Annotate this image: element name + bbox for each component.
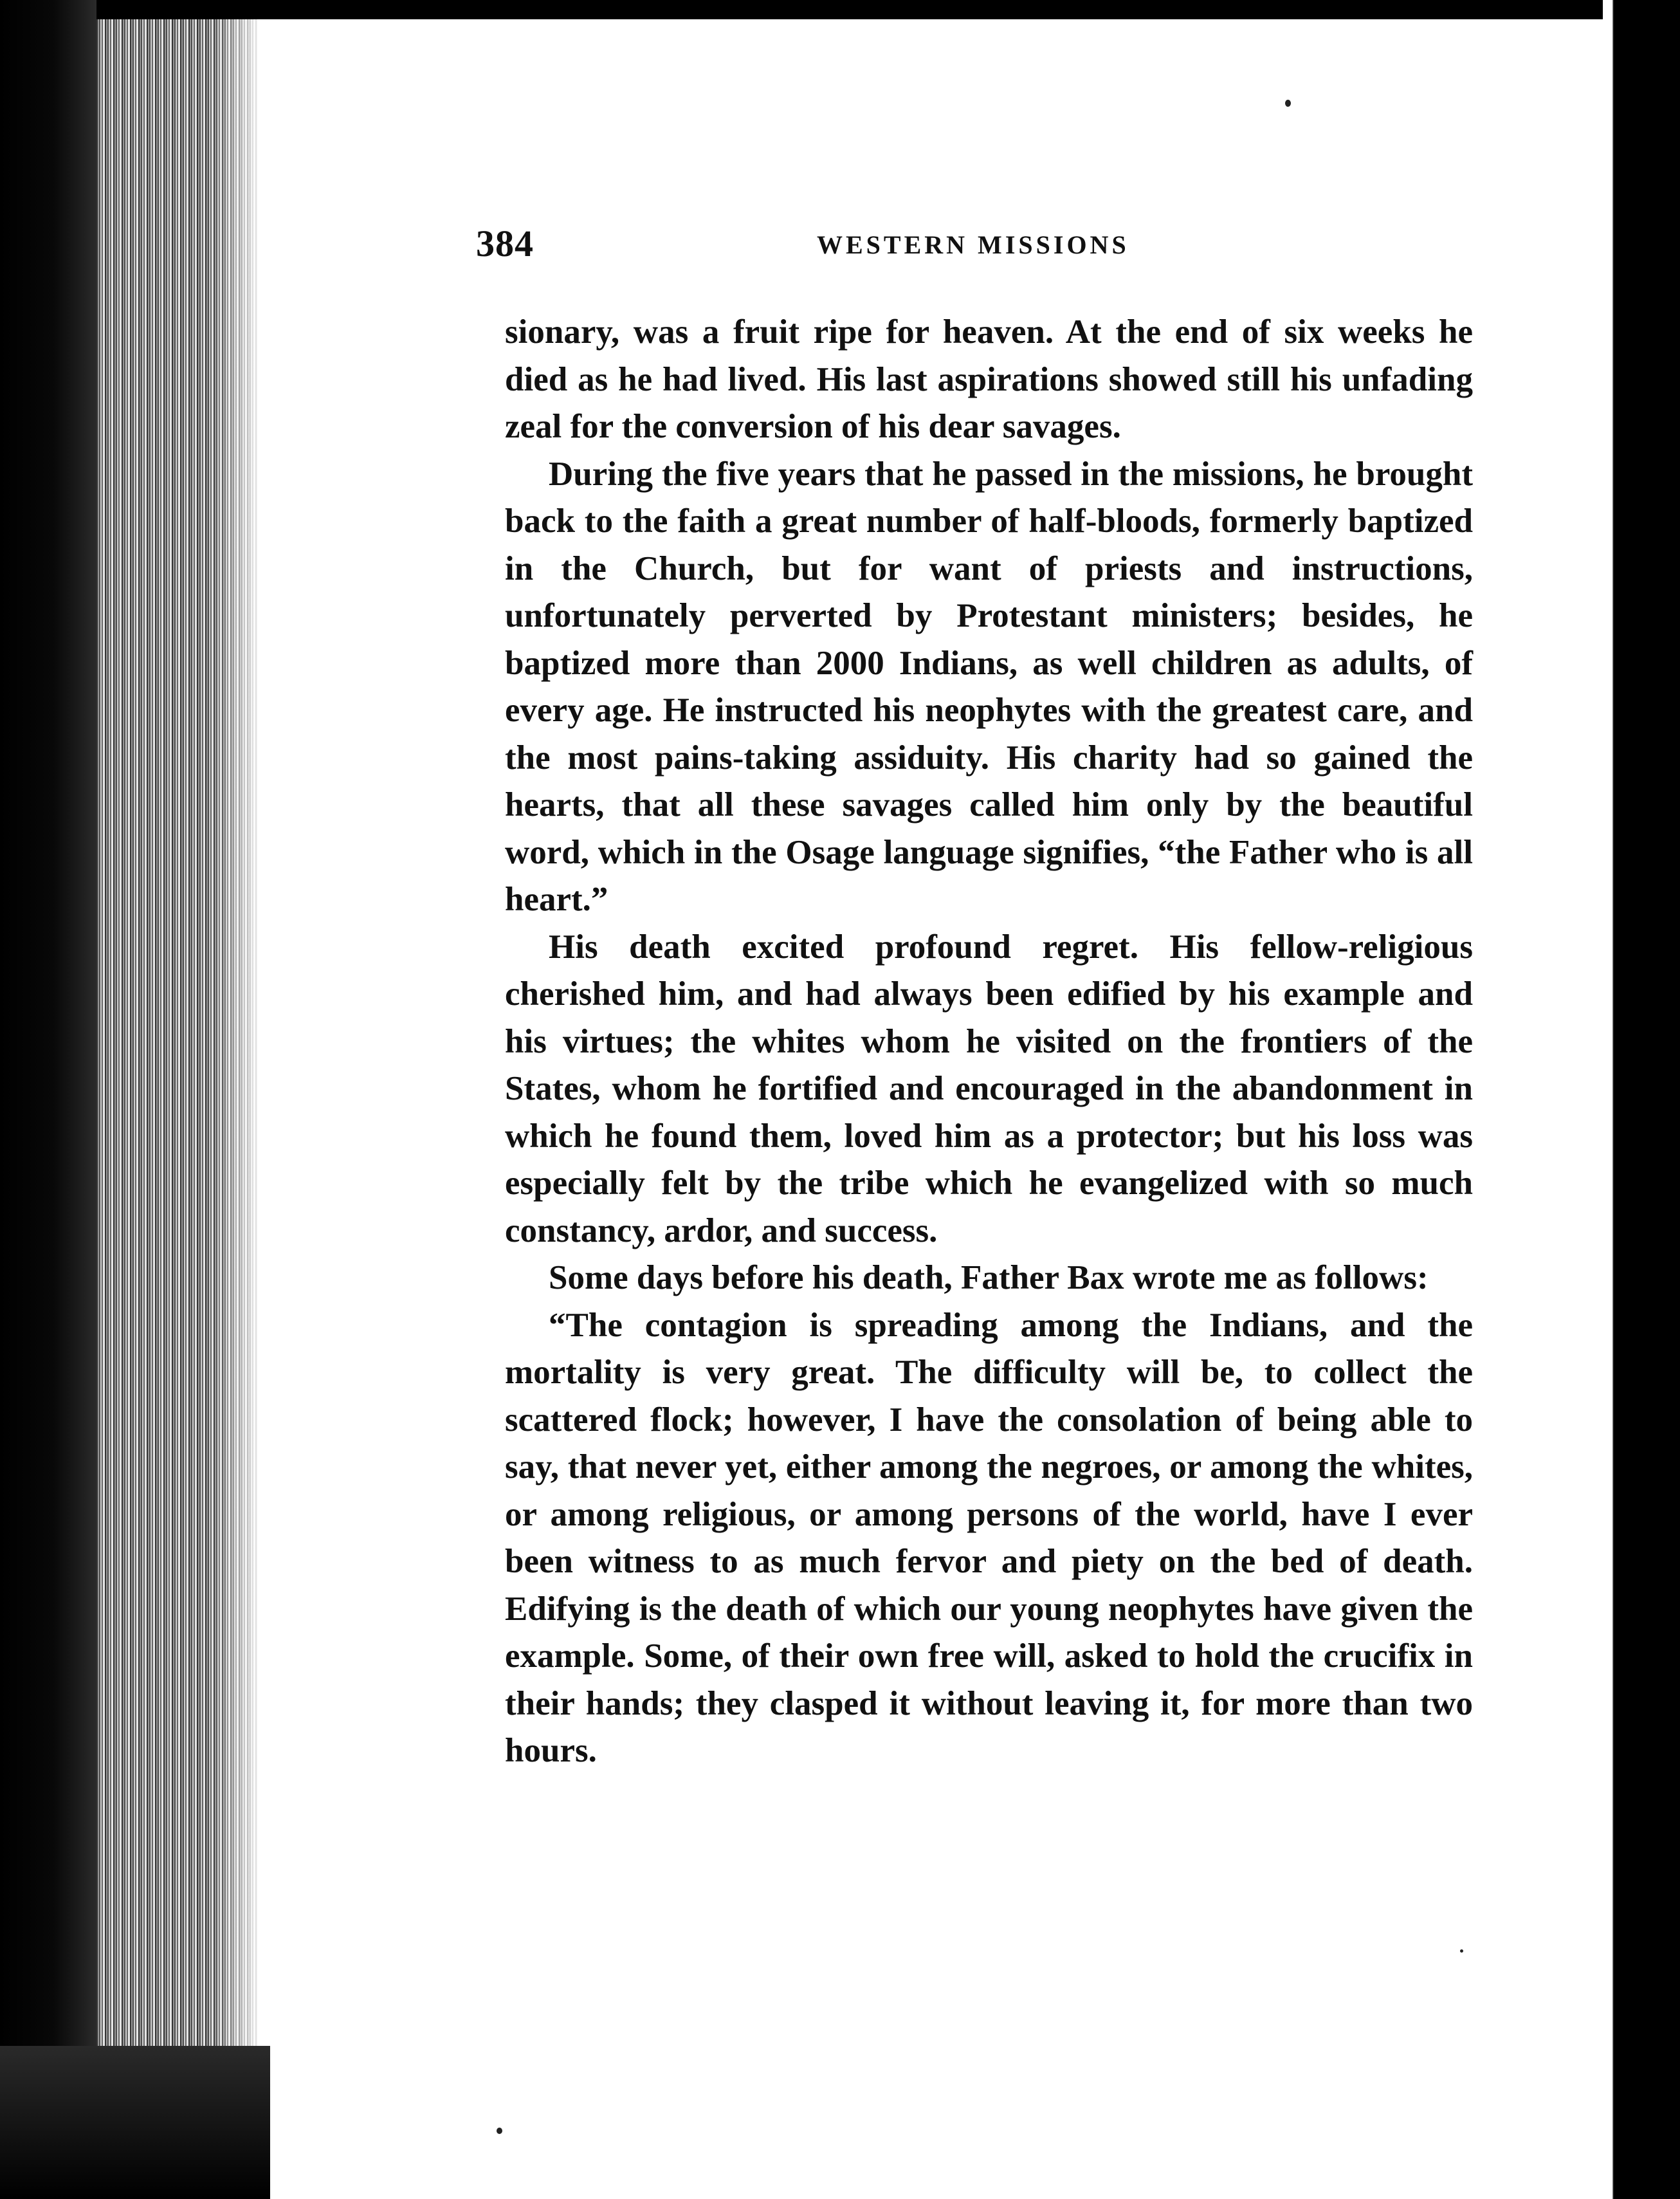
- page-number: 384: [476, 223, 534, 264]
- running-title: WESTERN MISSIONS: [817, 230, 1129, 259]
- page-body: [505, 309, 1473, 1775]
- paragraph: “The contagion is spreading among the Indians, and the mortality is very great. The difficulty will be, to collect the scattered flock; however, I have the consolation of being able to say, that never yet, either among the negroes, or among the whites, or among religious, or among persons of the world, have I ever been witness to as much fervor and piety on the bed of death. Edifying is the death of which our young neophytes have given the example. Some, of their own free will, asked to hold the crucifix in their hands; they clasped it without leaving it, for more than two hours.: [505, 1306, 1473, 1769]
- scan-bottom-border: [0, 2046, 270, 2199]
- scan-left-border: [0, 0, 96, 2199]
- paragraph: His death excited profound regret. His fellow-religious cherished him, and had always been edified by his example and his virtues; the whites whom he visited on the frontiers of the States, whom he fortified and encouraged in the abandonment in which he found them, loved him as a protector; but his loss was especially felt by the tribe which he evangelized with so much constancy, ardor, and success.: [505, 928, 1473, 1249]
- ink-speck: [1285, 100, 1291, 107]
- ink-speck: [497, 2128, 502, 2134]
- ink-speck: [1460, 1949, 1463, 1953]
- scan-right-border: [1603, 0, 1680, 2199]
- scan-top-border: [0, 0, 1680, 19]
- page-edges-fade: [212, 19, 264, 2046]
- running-head: [476, 222, 1479, 273]
- paragraph: sionary, was a fruit ripe for heaven. At the end of six weeks he died as he had lived. His last aspirations showed still his unfading zeal for the conversion of his dear savages.: [505, 313, 1473, 445]
- paragraph: Some days before his death, Father Bax wrote me as follows:: [549, 1259, 1429, 1296]
- paragraph: During the five years that he passed in the missions, he brought back to the faith a great number of half-bloods, formerly baptized in the Church, but for want of priests and instructions, unfortunately perverted by Protestant ministers; besides, he baptized more than 2000 Indians, as well children as adults, of every age. He instructed his neophytes with the greatest care, and the most pains-taking assiduity. His charity had so gained the hearts, that all these savages called him only by the beautiful word, which in the Osage language signifies, “the Father who is all heart.”: [505, 455, 1473, 918]
